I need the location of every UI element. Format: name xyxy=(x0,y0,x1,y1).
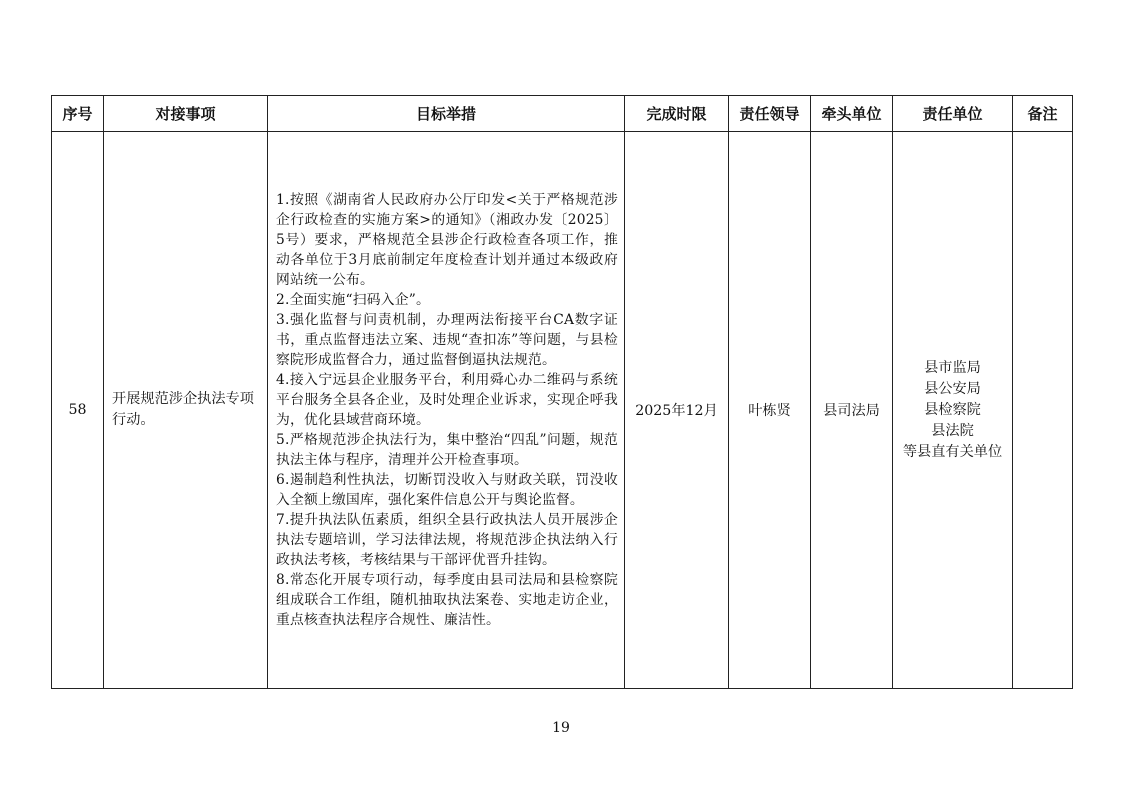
header-measures: 目标举措 xyxy=(268,96,625,132)
row-deadline: 2025年12月 xyxy=(625,132,729,689)
responsible-unit: 等县直有关单位 xyxy=(902,443,1003,460)
header-lead-unit: 牵头单位 xyxy=(811,96,893,132)
responsible-unit: 县法院 xyxy=(931,422,974,439)
measure-item: 6.遏制趋利性执法，切断罚没收入与财政关联，罚没收入全额上缴国库，强化案件信息公开与舆论监督。 xyxy=(276,472,618,508)
row-responsible-units xyxy=(893,132,1013,689)
row-index: 58 xyxy=(52,132,104,689)
row-leader: 叶栋贤 xyxy=(729,132,811,689)
header-matter: 对接事项 xyxy=(104,96,268,132)
row-measures xyxy=(268,132,625,689)
header-deadline: 完成时限 xyxy=(625,96,729,132)
header-responsible-units: 责任单位 xyxy=(893,96,1013,132)
measure-item: 1.按照《湖南省人民政府办公厅印发<关于严格规范涉企行政检查的实施方案>的通知》（湘政办发〔2025〕5号）要求，严格规范全县涉企行政检查各项工作，推动各单位于3月底前制定年度检查计划并通过本级政府网站统一公布。 xyxy=(276,192,618,288)
header-remarks: 备注 xyxy=(1013,96,1073,132)
measure-item: 4.接入宁远县企业服务平台，利用舜心办二维码与系统平台服务全县各企业，及时处理企业诉求，实现企呼我为，优化县域营商环境。 xyxy=(276,372,618,428)
measure-item: 5.严格规范涉企执法行为，集中整治“四乱”问题，规范执法主体与程序，清理并公开检查事项。 xyxy=(276,432,618,468)
measure-item: 8.常态化开展专项行动，每季度由县司法局和县检察院组成联合工作组，随机抽取执法案卷、实地走访企业，重点核查执法程序合规性、廉洁性。 xyxy=(276,572,618,628)
responsible-unit: 县公安局 xyxy=(924,380,981,397)
row-lead-unit: 县司法局 xyxy=(811,132,893,689)
page-number: 19 xyxy=(552,720,570,736)
table-row xyxy=(52,132,1073,689)
work-plan-table xyxy=(51,95,1073,689)
table-header-row xyxy=(52,96,1073,132)
responsible-unit: 县检察院 xyxy=(924,401,981,418)
header-index: 序号 xyxy=(52,96,104,132)
row-matter: 开展规范涉企执法专项行动。 xyxy=(104,132,268,689)
measure-item: 3.强化监督与问责机制，办理两法衔接平台CA数字证书，重点监督违法立案、违规“查扣冻”等问题，与县检察院形成监督合力，通过监督倒逼执法规范。 xyxy=(276,312,618,368)
measure-item: 2.全面实施“扫码入企”。 xyxy=(276,292,431,308)
row-remarks xyxy=(1013,132,1073,689)
measure-item: 7.提升执法队伍素质，组织全县行政执法人员开展涉企执法专题培训，学习法律法规，将规范涉企执法纳入行政执法考核，考核结果与干部评优晋升挂钩。 xyxy=(276,512,618,568)
header-leader: 责任领导 xyxy=(729,96,811,132)
responsible-unit: 县市监局 xyxy=(924,359,981,376)
